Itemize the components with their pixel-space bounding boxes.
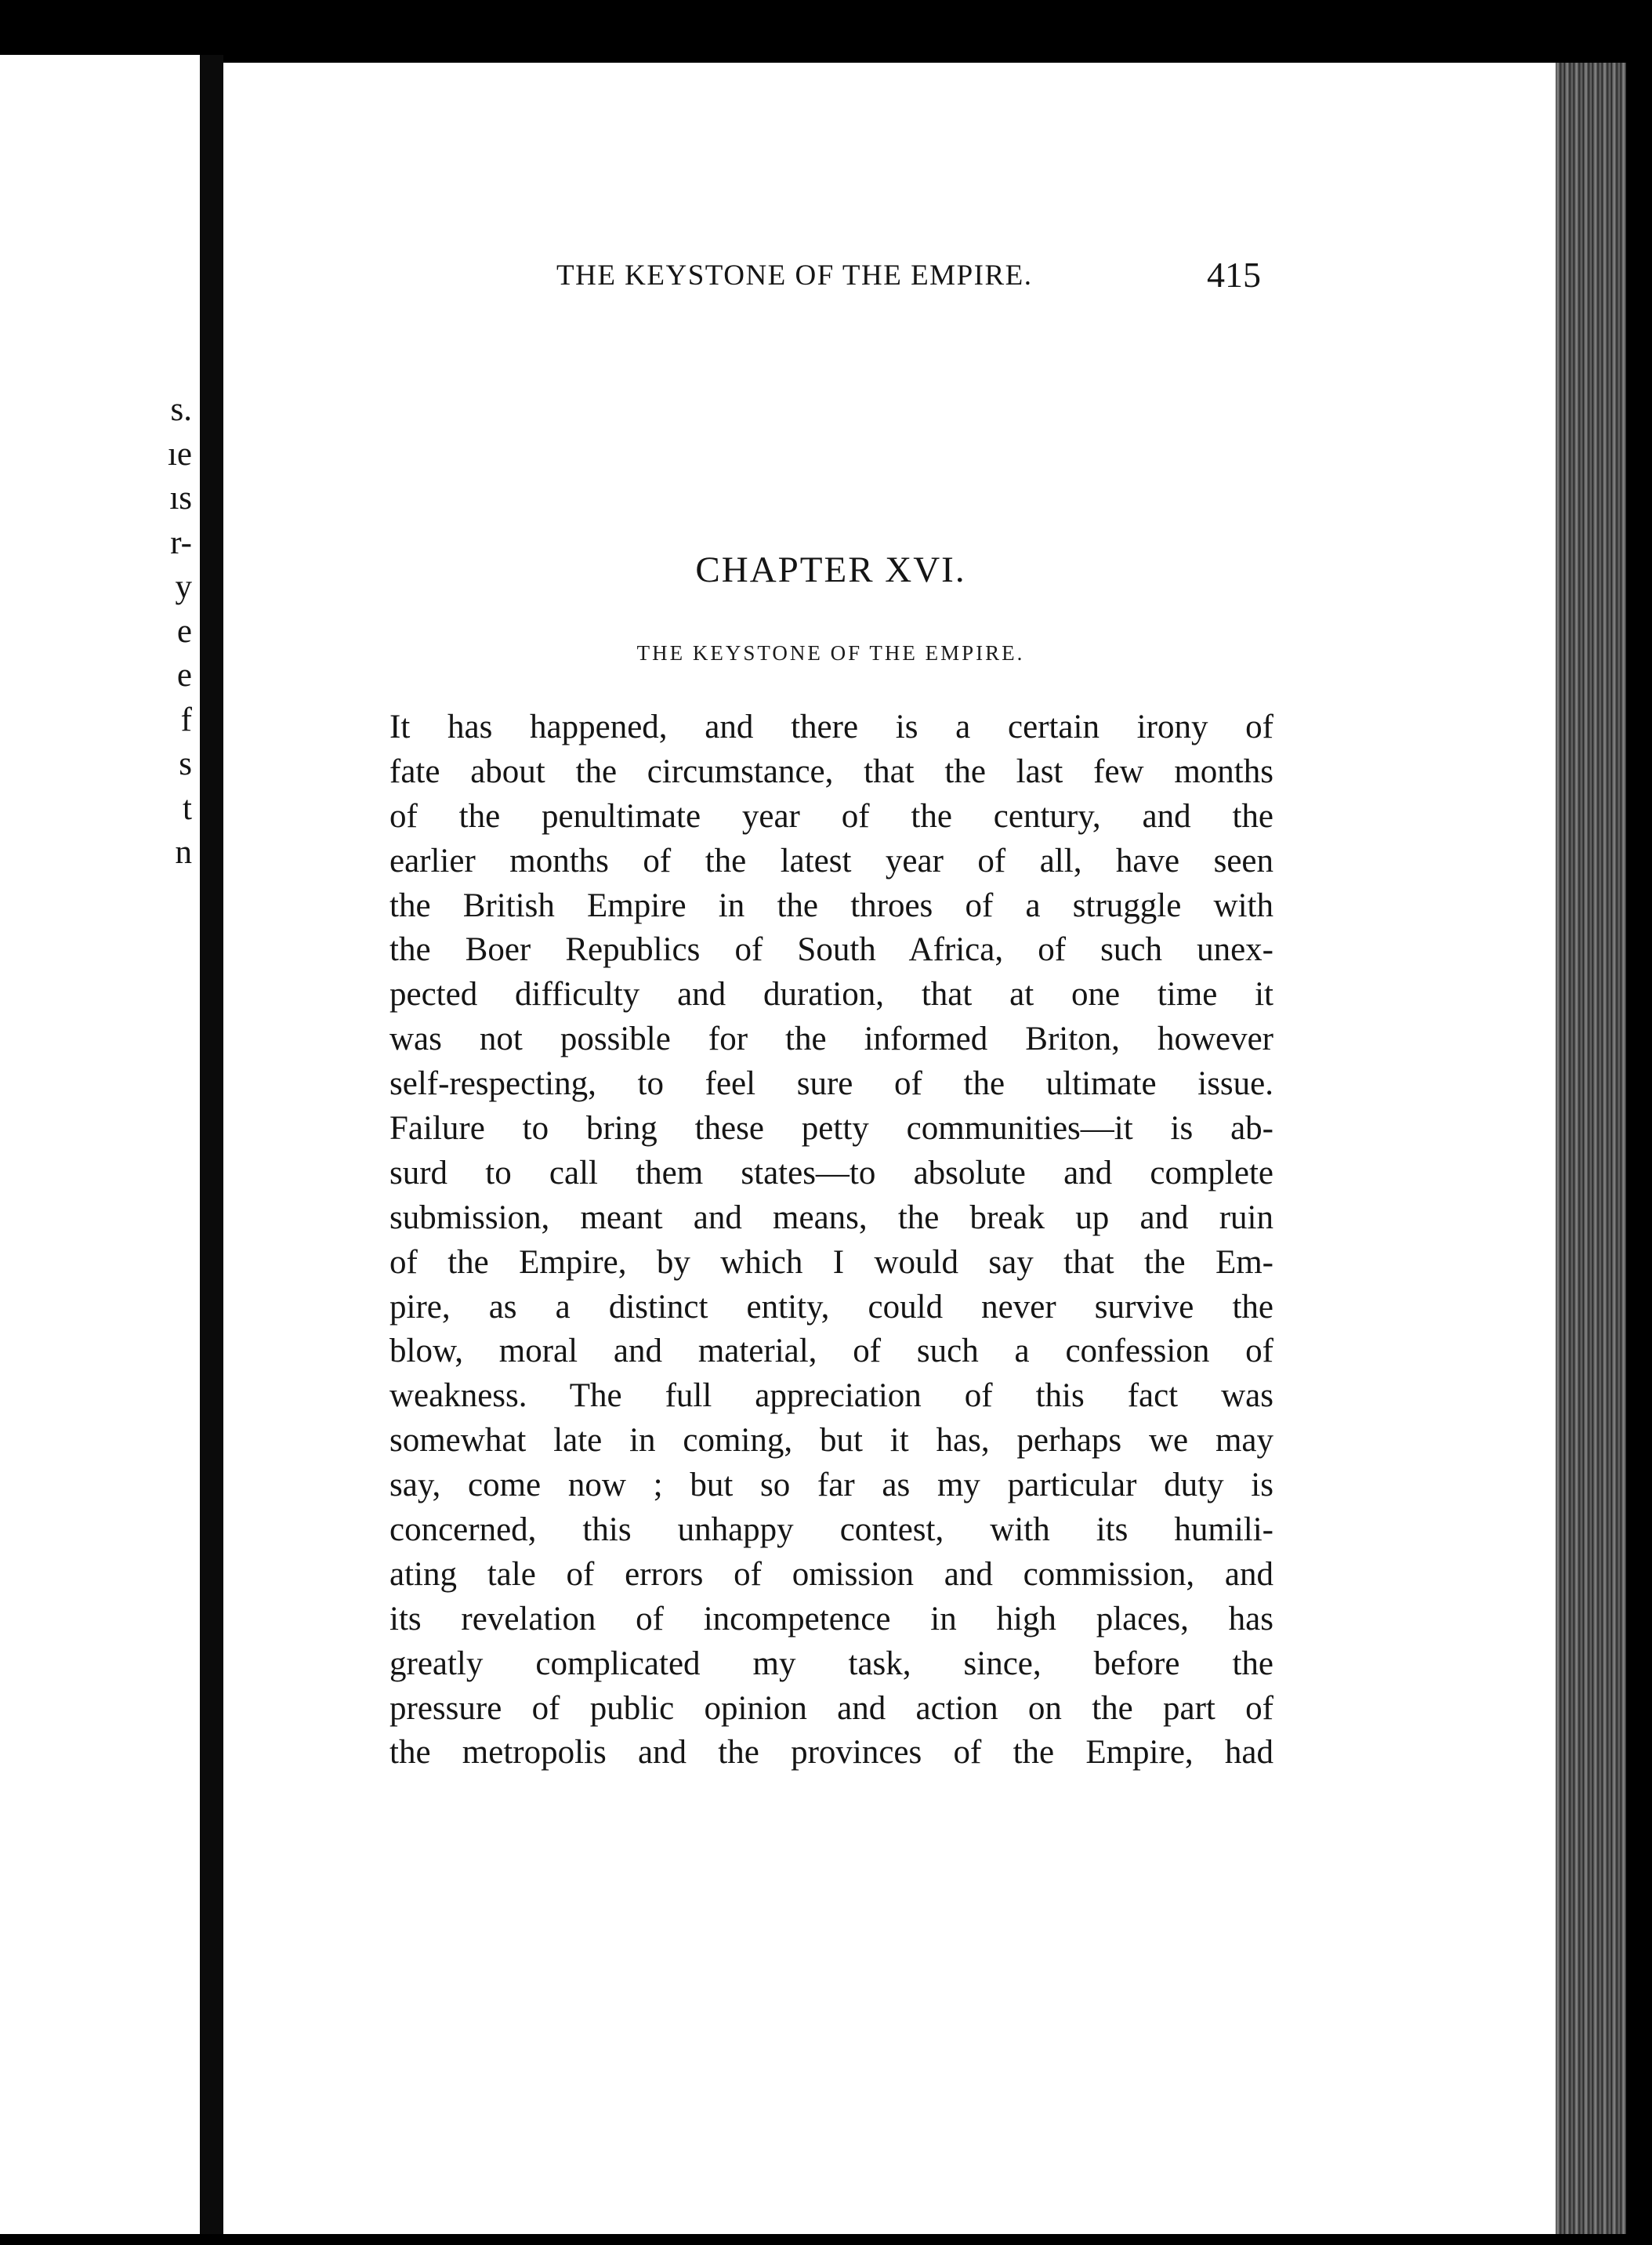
- fragment: r-: [170, 524, 192, 561]
- fragment: s.: [170, 391, 192, 428]
- fragment: ıe: [167, 435, 192, 473]
- text-line: pected difficulty and duration, that at one time it: [389, 976, 1273, 1014]
- fragment: ıs: [169, 480, 192, 517]
- text-line: pire, as a distinct entity, could never survive the: [389, 1288, 1273, 1326]
- text-line: of the Empire, by which I would say that the Em-: [389, 1243, 1273, 1281]
- chapter-subtitle: THE KEYSTONE OF THE EMPIRE.: [636, 641, 1025, 665]
- fragment: e: [176, 657, 192, 694]
- text-line: self-respecting, to feel sure of the ultimate issue.: [389, 1065, 1273, 1103]
- body-paragraph: [389, 705, 1273, 1775]
- text-line: say, come now ; but so far as my particular duty is: [389, 1467, 1273, 1504]
- fragment: y: [175, 568, 192, 605]
- chapter-title: CHAPTER XVI.: [695, 549, 966, 590]
- page-number: 415: [1207, 255, 1261, 295]
- text-line: surd to call them states—to absolute and complete: [389, 1154, 1273, 1191]
- fragment: t: [183, 789, 192, 827]
- text-line: greatly complicated my task, since, before the: [389, 1645, 1273, 1682]
- text-line: blow, moral and material, of such a confession of: [389, 1333, 1273, 1370]
- text-line: its revelation of incompetence in high places, has: [389, 1600, 1273, 1638]
- running-header: [329, 255, 1270, 314]
- text-line: It has happened, and there is a certain irony of: [389, 709, 1273, 745]
- text-line: was not possible for the informed Briton, however: [389, 1021, 1273, 1058]
- book-gutter: [200, 55, 223, 2234]
- text-line: submission, meant and means, the break up and ruin: [389, 1199, 1273, 1236]
- text-line: pressure of public opinion and action on the part of: [389, 1689, 1273, 1727]
- text-line: of the penultimate year of the century, and the: [389, 797, 1273, 835]
- text-line: Failure to bring these petty communities—it is ab-: [389, 1110, 1273, 1148]
- text-line: somewhat late in coming, but it has, perhaps we may: [389, 1422, 1273, 1460]
- facing-page-left: [0, 55, 200, 2234]
- running-title: THE KEYSTONE OF THE EMPIRE.: [556, 259, 1033, 292]
- text-line: ating tale of errors of omission and commission, and: [389, 1555, 1273, 1593]
- fragment: e: [176, 612, 192, 650]
- fragment: n: [175, 834, 192, 871]
- text-line: earlier months of the latest year of all, have seen: [389, 842, 1273, 880]
- text-line: concerned, this unhappy contest, with its humili-: [389, 1511, 1273, 1549]
- text-line: fate about the circumstance, that the last few months: [389, 753, 1273, 790]
- fragment: f: [180, 701, 192, 738]
- text-line: the metropolis and the provinces of the Empire, had: [389, 1734, 1273, 1772]
- text-line: the British Empire in the throes of a struggle with: [389, 887, 1273, 924]
- facing-page-line-fragments: [145, 388, 192, 876]
- page-stack-edge: [1556, 63, 1626, 2234]
- text-line: the Boer Republics of South Africa, of such unex-: [389, 931, 1273, 969]
- fragment: s: [179, 745, 192, 782]
- text-line: weakness. The full appreciation of this fact was: [389, 1377, 1273, 1415]
